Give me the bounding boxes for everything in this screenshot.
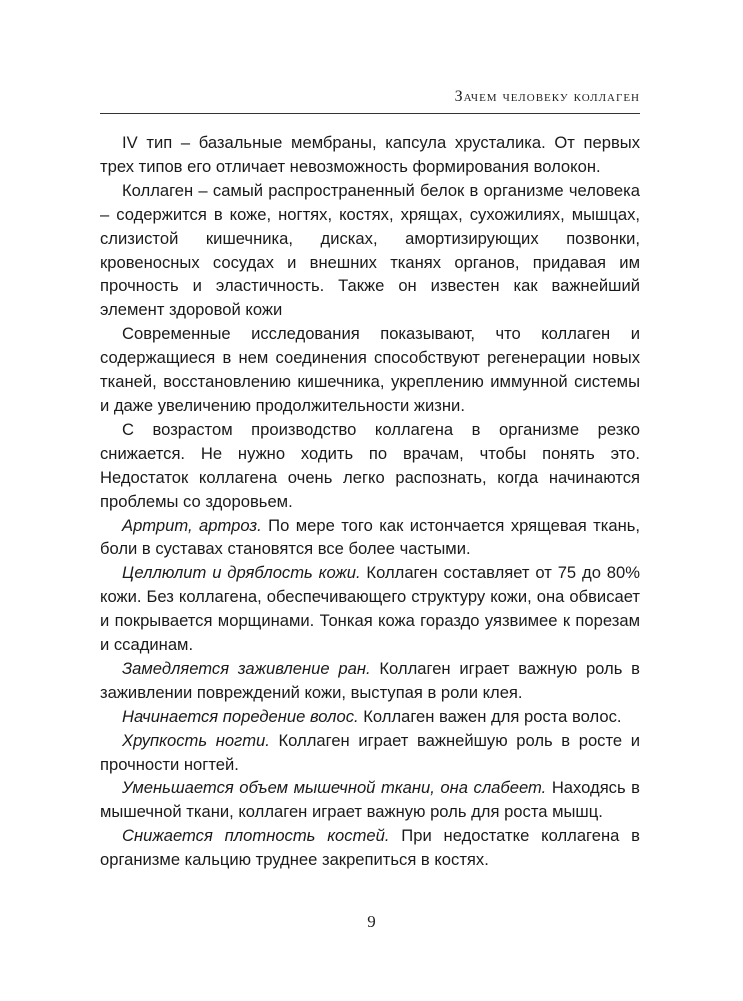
paragraph-muscle: Уменьшается объем мышечной ткани, она слабеет. Находясь в мышечной ткани, коллаген играет важную роль для роста мышц. (100, 778, 640, 822)
paragraph-bone-density: Снижается плотность костей. При недостатке коллагена в организме кальцию труднее закрепиться в костях. (100, 826, 640, 870)
paragraph-wound-healing: Замедляется заживление ран. Коллаген играет важную роль в заживлении повреждений кожи, выступая в роли клея. (100, 658, 640, 702)
running-title: Зачем человеку коллаген (454, 88, 640, 105)
paragraph: С возрастом производство коллагена в организме резко снижается. Не нужно ходить по врачам, чтобы понять это. Недостаток коллагена очень легко распознать, когда начинаются проблемы со здоровьем. (100, 419, 640, 511)
paragraph-lead: Хрупкость ногти. (122, 730, 270, 750)
paragraph-nails: Хрупкость ногти. Коллаген играет важнейшую роль в росте и прочности ногтей. (100, 730, 641, 774)
paragraph: Современные исследования показывают, что коллаген и содержащиеся в нем соединения способствуют регенерации новых тканей, восстановлению кишечника, укреплению иммунной системы и даже увеличению продолжительности жизни. (100, 324, 640, 415)
page-body (100, 131, 640, 872)
paragraph-lead: Начинается поредение волос. (122, 706, 359, 726)
paragraph-lead: Артрит, артроз. (122, 515, 262, 535)
paragraph-lead: Снижается плотность костей. (122, 826, 390, 846)
paragraph-lead: Целлюлит и дряблость кожи. (122, 563, 361, 583)
paragraph: Коллаген – самый распространенный белок в организме человека – содержится в коже, ногтях, костях, хрящах, сухожилиях, мышцах, слизистой кишечника, дисках, амортизирующих позвонки, кровеносных сосудах и внешних тканях органов, придавая им прочность и эластичность. Также он известен как важнейший элемент здоровой кожи (100, 180, 640, 320)
header-rule (100, 113, 640, 114)
paragraph-lead: Уменьшается объем мышечной ткани, она слабеет. (122, 778, 547, 798)
page-number: 9 (367, 912, 376, 931)
paragraph: IV тип – базальные мембраны, капсула хрусталика. От первых трех типов его отличает невозможность формирования волокон. (100, 133, 640, 176)
paragraph-arthritis: Артрит, артроз. По мере того как истончается хрящевая ткань, боли в суставах становятся все более частыми. (100, 515, 640, 559)
paragraph-lead: Замедляется заживление ран. (122, 658, 371, 678)
paragraph-hair: Начинается поредение волос. Коллаген важен для роста волос. (122, 706, 622, 726)
paragraph-cellulite: Целлюлит и дряблость кожи. Коллаген составляет от 75 до 80% кожи. Без коллагена, обеспечивающего структуру кожи, она обвисает и покрывается морщинами. Тонкая кожа гораздо уязвимее к порезам и ссадинам. (100, 563, 640, 655)
